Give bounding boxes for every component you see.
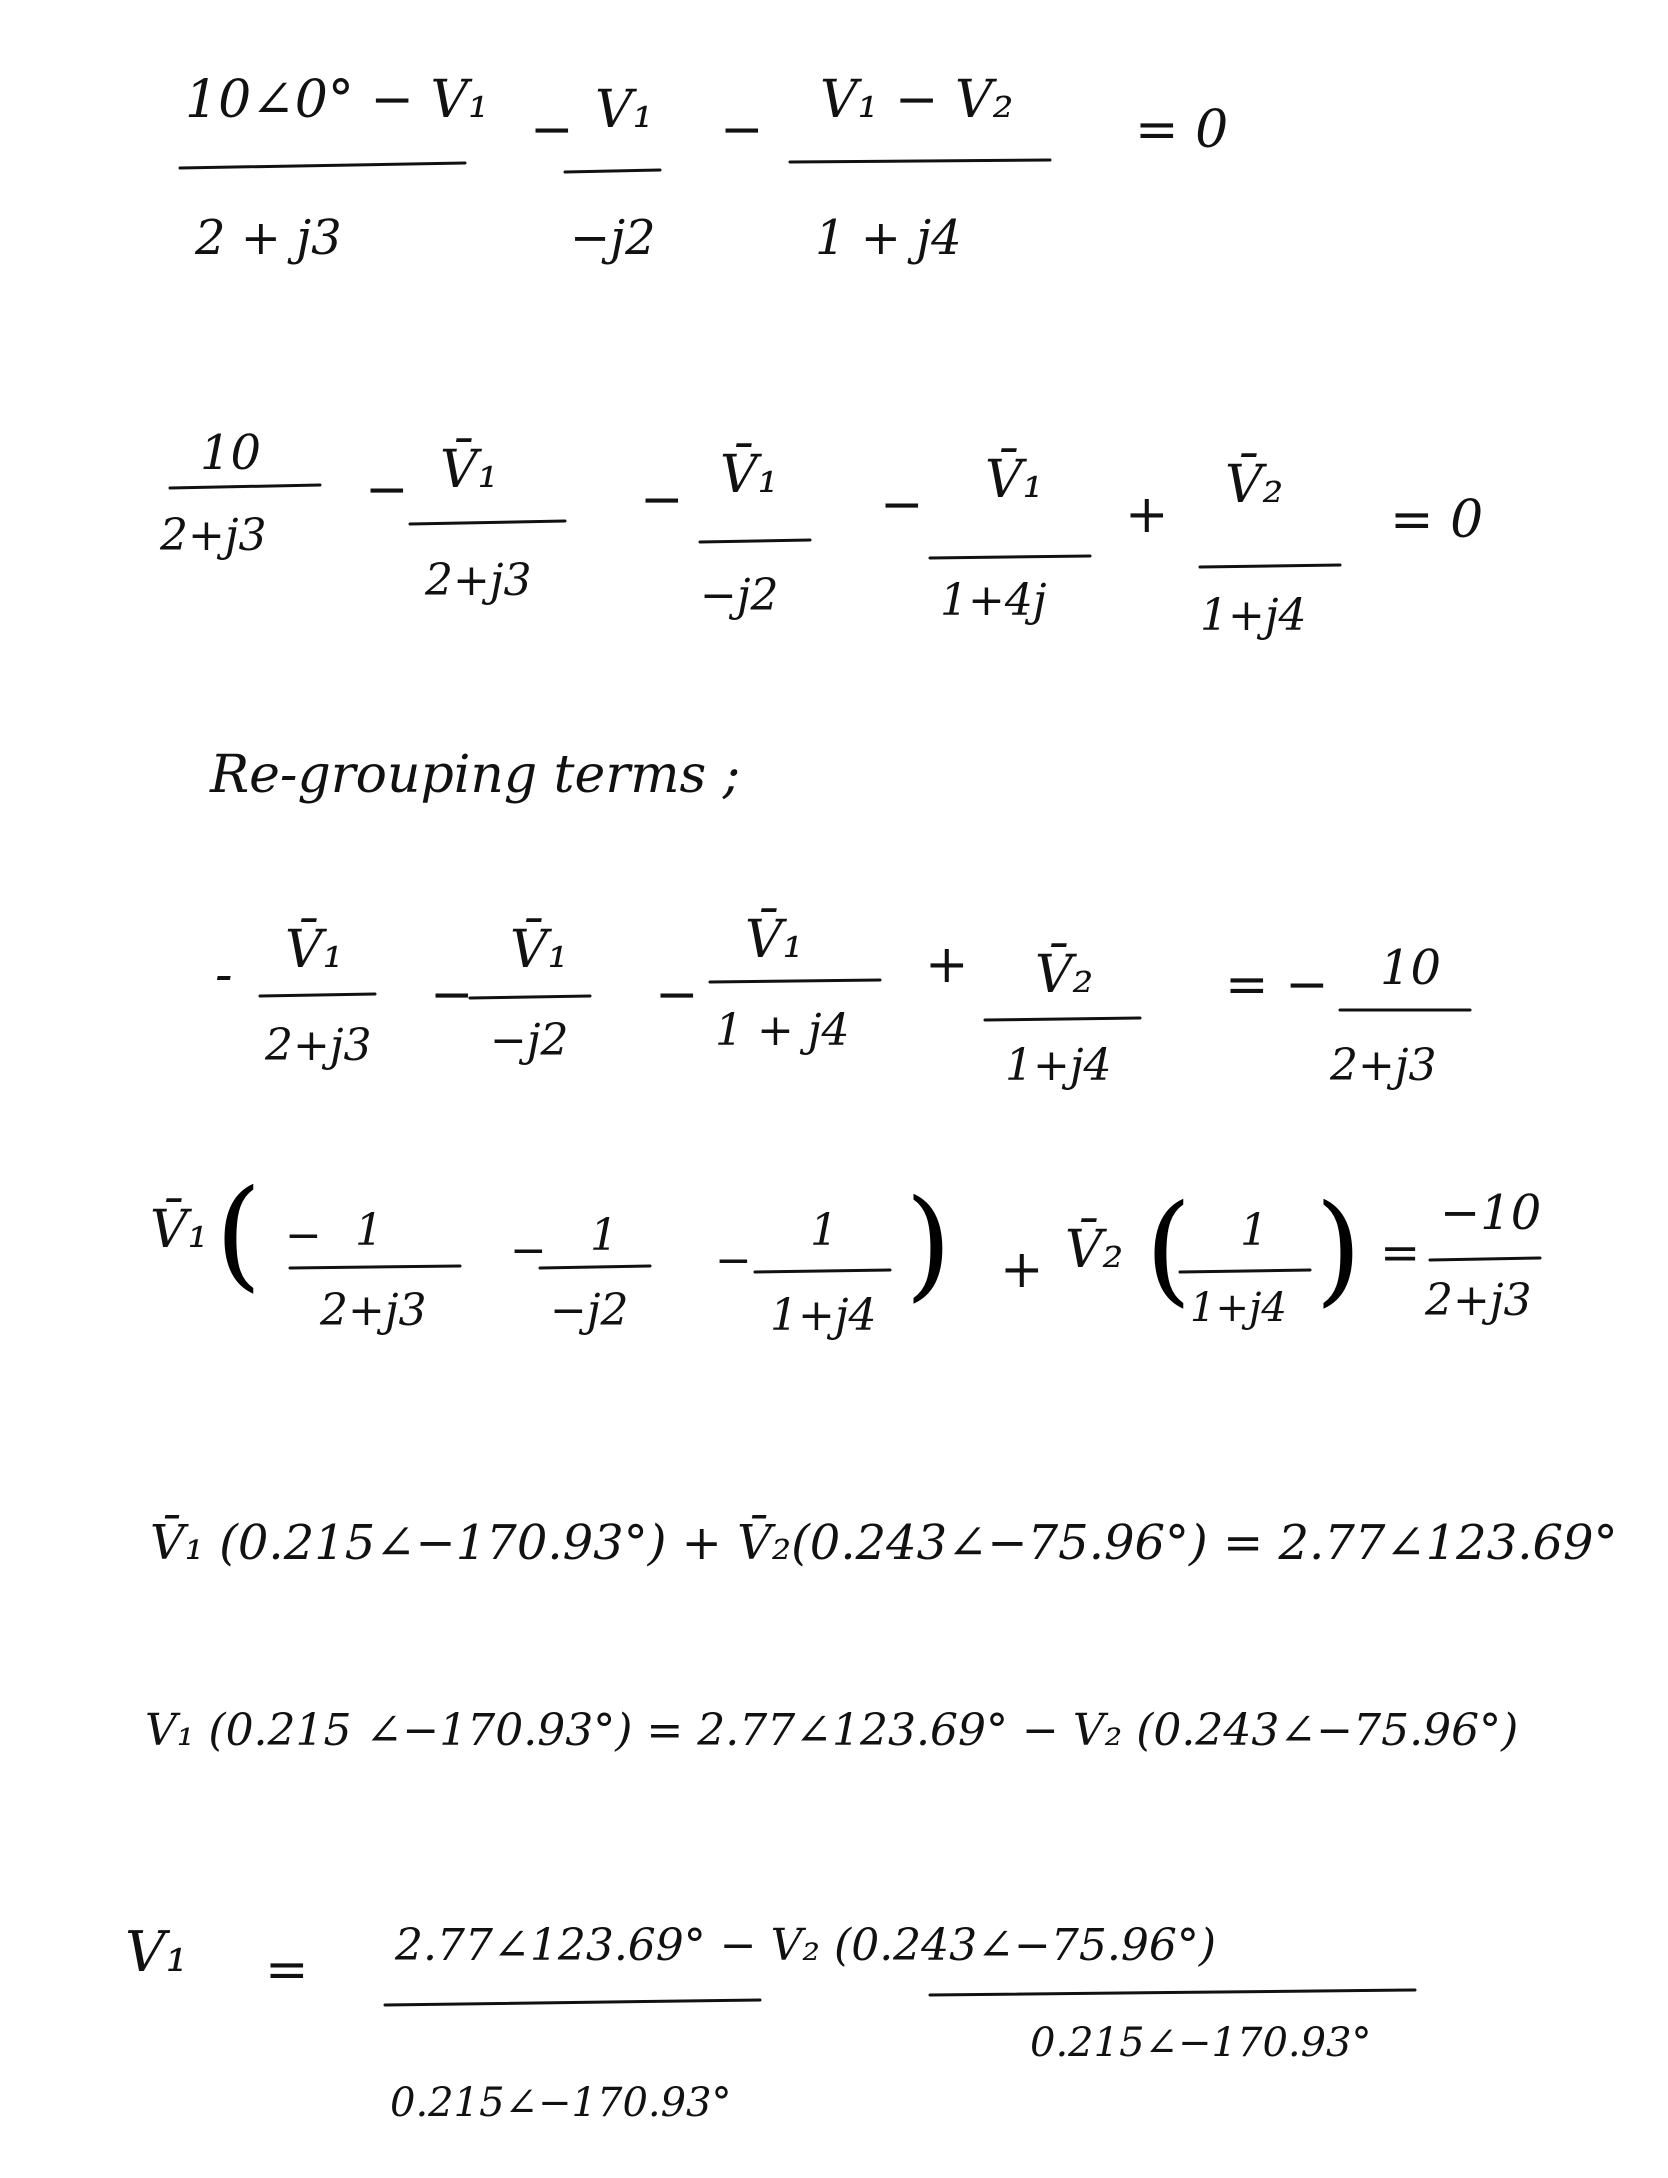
fraction-denominator: 1 + j4 [815,210,962,266]
fraction-denominator: 2 + j3 [195,210,342,266]
fraction-denominator: 1 + j4 [715,1005,850,1056]
fraction-denominator: 2+j3 [425,555,532,606]
fraction-denominator: 1+j4 [1190,1285,1287,1331]
fraction-bar [470,996,590,998]
fraction-numerator: V̄₁ [745,910,804,970]
sign: − [715,1235,752,1286]
operator: − [430,965,474,1025]
fraction-bar [710,980,880,982]
fraction-bar [1430,1258,1540,1260]
leading-sign: - [215,945,233,1005]
sign: − [285,1210,322,1261]
fraction-denominator: 1+j4 [770,1290,877,1341]
fraction-denominator: 0.215∠−170.93° [1030,2020,1372,2066]
fraction-denominator: 1+4j [940,575,1047,626]
operator: − [720,100,764,160]
fraction-numerator: V̄₁ [720,445,779,505]
fraction-bar [755,1270,890,1272]
fraction-bar [930,556,1090,558]
operator: + [925,935,969,995]
operator: − [640,470,684,530]
fraction-numerator: 1 [810,1205,838,1256]
fraction-bar [1180,1270,1310,1272]
equals-minus: = − [1225,955,1329,1015]
fraction-numerator: 1 [355,1205,383,1256]
equals-zero: = 0 [1390,490,1484,550]
fraction-bar [180,163,465,168]
fraction-bar [260,994,375,996]
fraction-bar [985,1018,1140,1020]
fraction-bar [930,1990,1415,1995]
fraction-bar [170,485,320,488]
fraction-denominator: −j2 [570,210,656,266]
fraction-bar [410,521,565,524]
fraction-numerator: 10 [1380,940,1442,996]
fraction-numerator: 10 [200,425,262,481]
open-paren: ( [215,1165,262,1304]
operator: + [1125,485,1169,545]
equals: = [265,1940,309,2000]
fraction-numerator: 10∠0° − V₁ [185,70,489,130]
fraction-numerator: V̄₂ [1225,455,1284,515]
fraction-numerator: V̄₁ [285,920,344,980]
fraction-numerator: V₁ − V₂ [820,70,1014,130]
fraction-numerator: 2.77∠123.69° − V₂ (0.243∠−75.96°) [395,1920,1217,1971]
variable-v2: V̄₂ [1065,1220,1124,1280]
operator: − [880,475,924,535]
fraction-bar [1200,565,1340,567]
fraction-numerator: V̄₁ [440,440,499,500]
fraction-denominator: 0.215∠−170.93° [390,2080,732,2126]
equals: = [1380,1225,1421,1281]
fraction-numerator: 1 [1240,1205,1268,1256]
fraction-denominator: −j2 [700,570,779,621]
fraction-numerator: V₁ [595,80,654,140]
fraction-bar [700,540,810,542]
regrouping-heading: Re-grouping terms ; [210,745,741,805]
operator: + [1000,1240,1044,1300]
fraction-denominator: −j2 [490,1015,569,1066]
fraction-numerator: −10 [1440,1185,1542,1241]
fraction-numerator: V̄₁ [985,450,1044,510]
fraction-denominator: 2+j3 [320,1285,427,1336]
equation-line-5: V̄₁ (0.215∠−170.93°) + V̄₂(0.243∠−75.96°) = 2.77∠123.69° [150,1515,1618,1571]
fraction-bar [790,160,1050,162]
equation-line-6: V₁ (0.215 ∠−170.93°) = 2.77∠123.69° − V₂ (0.243∠−75.96°) [145,1705,1519,1756]
operator: − [365,460,409,520]
fraction-bar [565,170,660,172]
fraction-denominator: 1+j4 [1200,590,1307,641]
fraction-denominator: 1+j4 [1005,1040,1112,1091]
operator: − [655,965,699,1025]
equals-zero: = 0 [1135,100,1229,160]
sign: − [510,1225,547,1276]
fraction-bar [290,1266,460,1268]
fraction-denominator: 2+j3 [1425,1275,1532,1326]
fraction-denominator: 2+j3 [160,510,267,561]
fraction-numerator: 1 [590,1210,618,1261]
open-paren: ( [1145,1180,1192,1319]
fraction-denominator: −j2 [550,1285,629,1336]
variable-v1: V̄₁ [150,1200,209,1260]
fraction-numerator: V̄₁ [510,920,569,980]
fraction-denominator: 2+j3 [1330,1040,1437,1091]
variable-v1: V₁ [125,1920,188,1985]
fraction-denominator: 2+j3 [265,1020,372,1071]
close-paren: ) [905,1175,952,1314]
fraction-bar [385,2000,760,2005]
close-paren: ) [1315,1180,1362,1319]
operator: − [530,100,574,160]
fraction-bar [540,1266,650,1268]
fraction-numerator: V̄₂ [1035,945,1094,1005]
